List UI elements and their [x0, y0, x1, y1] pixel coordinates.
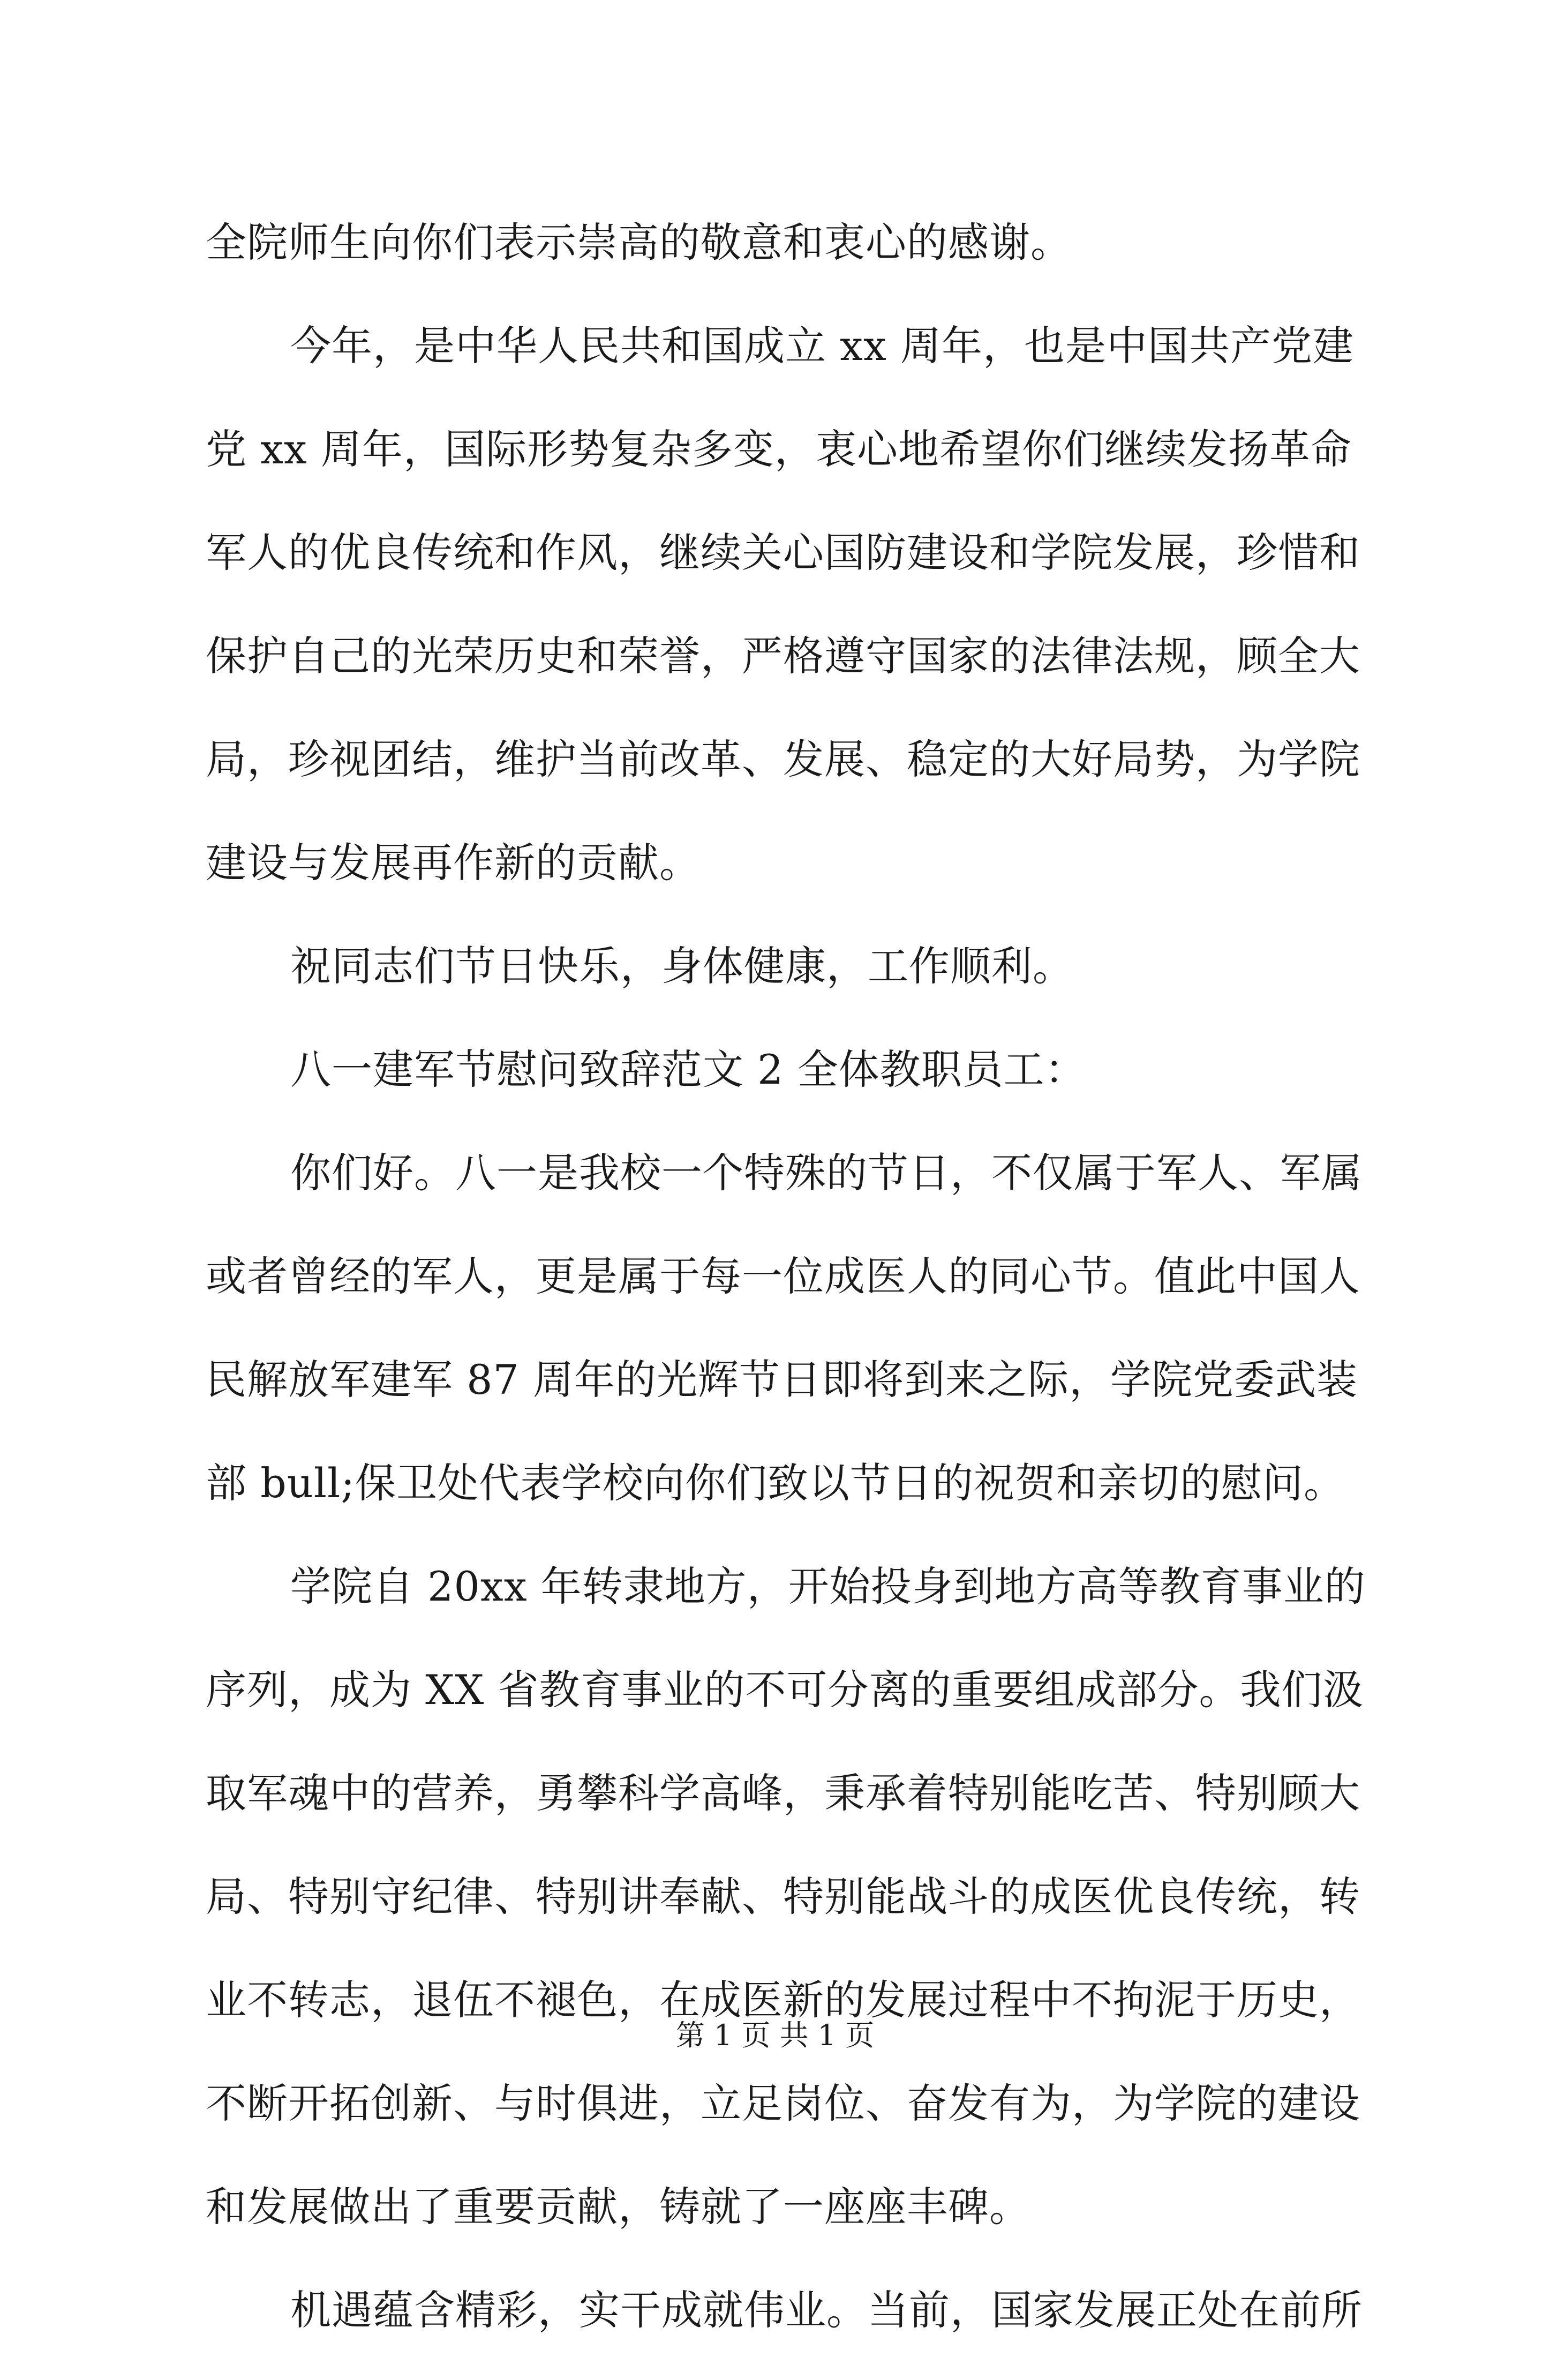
- text-line: 业不转志，退伍不褪色，在成医新的发展过程中不拘泥于历史，: [206, 1976, 1360, 2024]
- text-line: 党 xx 周年，国际形势复杂多变，衷心地希望你们继续发扬革命: [206, 425, 1352, 473]
- text-line: 局、特别守纪律、特别讲奉献、特别能战斗的成医优良传统，转: [206, 1873, 1360, 1920]
- text-line: 机遇蕴含精彩，实干成就伟业。当前，国家发展正处在前所: [290, 2286, 1363, 2334]
- text-line: 局，珍视团结，维护当前改革、发展、稳定的大好局势，为学院: [206, 735, 1360, 783]
- text-line: 序列，成为 XX 省教育事业的不可分离的重要组成部分。我们汲: [206, 1666, 1364, 1714]
- text-line: 和发展做出了重要贡献，铸就了一座座丰碑。: [206, 2183, 1030, 2231]
- text-line: 民解放军建军 87 周年的光辉节日即将到来之际，学院党委武装: [206, 1356, 1358, 1403]
- text-line: 保护自己的光荣历史和荣誉，严格遵守国家的法律法规，顾全大: [206, 632, 1360, 680]
- text-line: 祝同志们节日快乐，身体健康，工作顺利。: [290, 942, 1074, 990]
- text-line: 全院师生向你们表示崇高的敬意和衷心的感谢。: [206, 219, 1072, 266]
- text-line: 军人的优良传统和作风，继续关心国防建设和学院发展，珍惜和: [206, 529, 1360, 576]
- text-line: 部 bull;保卫处代表学校向你们致以节日的祝贺和亲切的慰问。: [206, 1459, 1345, 1507]
- section-heading: 八一建军节慰问致辞范文 2 全体教职员工：: [290, 1046, 1086, 1093]
- text-line: 今年，是中华人民共和国成立 xx 周年，也是中国共产党建: [290, 322, 1355, 370]
- text-line: 不断开拓创新、与时俱进，立足岗位、奋发有为，为学院的建设: [206, 2079, 1360, 2127]
- text-line: 学院自 20xx 年转隶地方，开始投身到地方高等教育事业的: [290, 1563, 1366, 1610]
- text-line: 你们好。八一是我校一个特殊的节日，不仅属于军人、军属: [290, 1149, 1363, 1197]
- text-line: 或者曾经的军人，更是属于每一位成医人的同心节。值此中国人: [206, 1252, 1360, 1300]
- text-line: 取军魂中的营养，勇攀科学高峰，秉承着特别能吃苦、特别顾大: [206, 1769, 1360, 1817]
- page-footer: 第 1 页 共 1 页: [675, 2018, 875, 2052]
- text-line: 建设与发展再作新的贡献。: [206, 839, 701, 887]
